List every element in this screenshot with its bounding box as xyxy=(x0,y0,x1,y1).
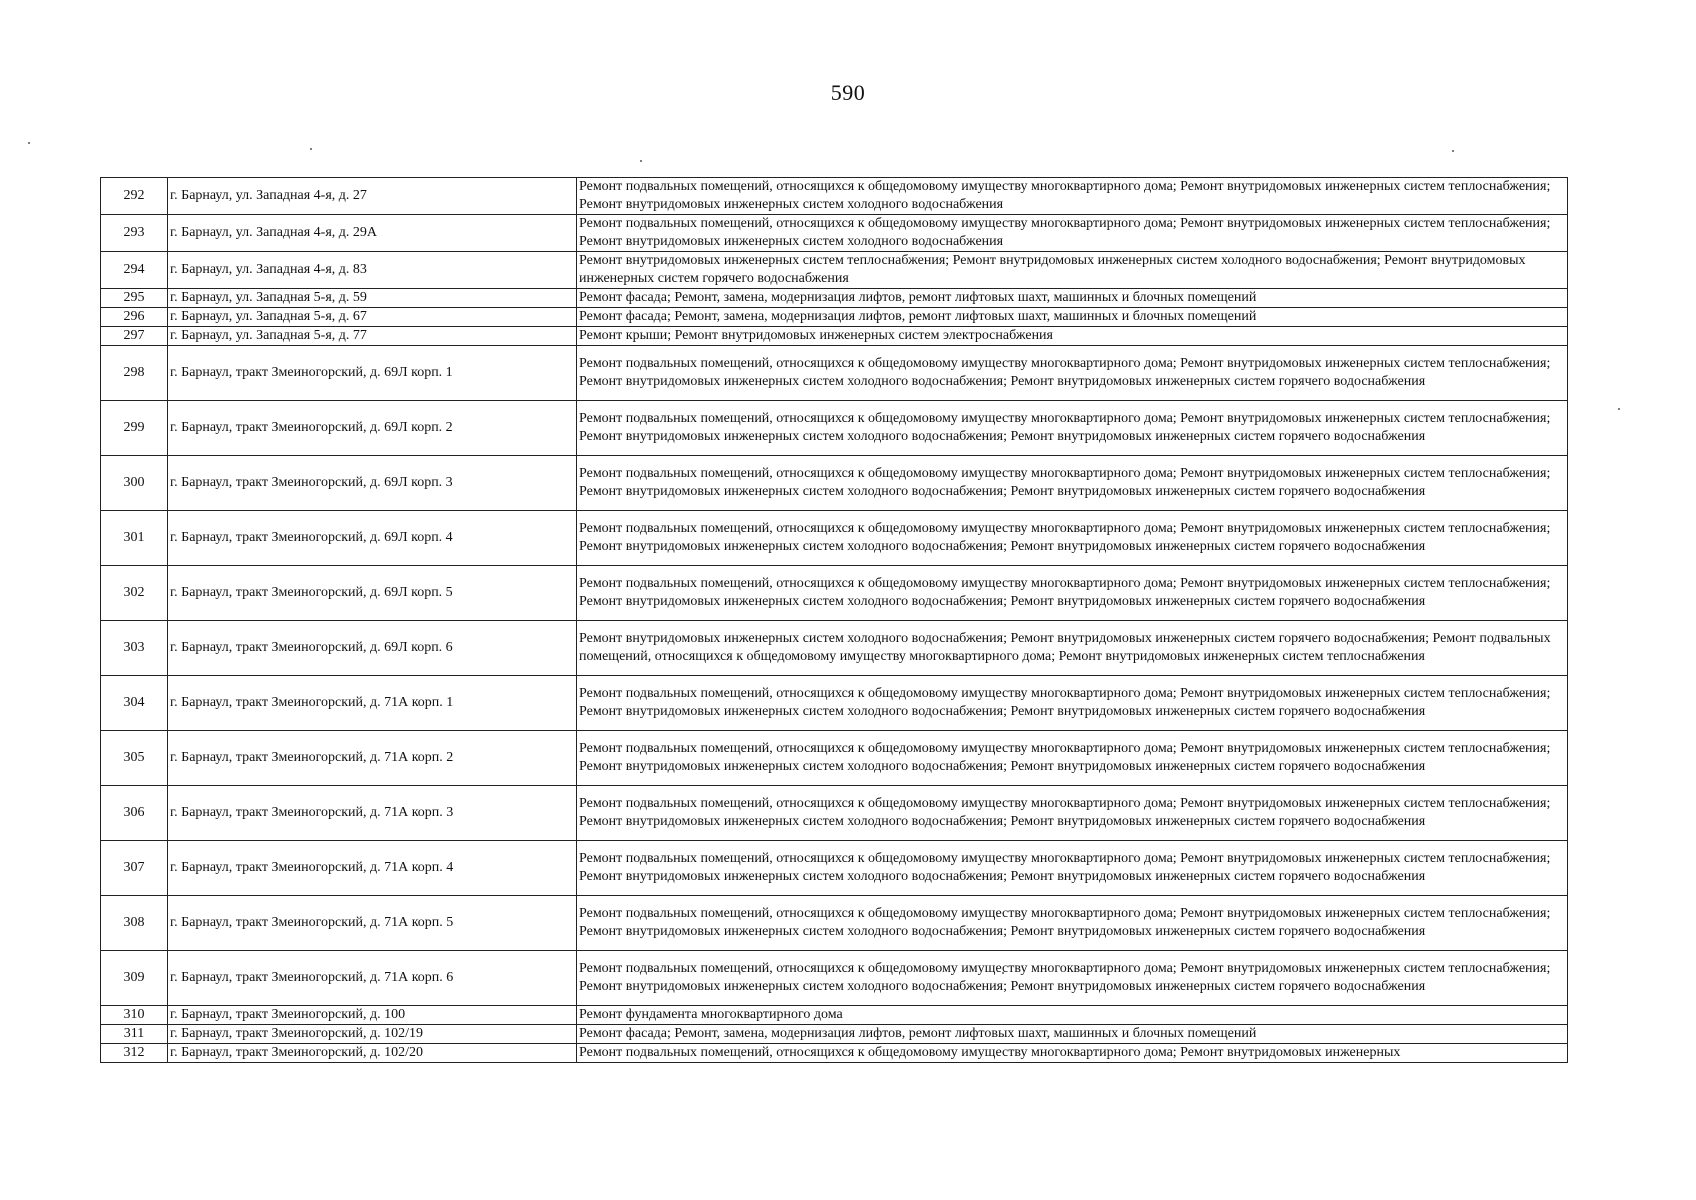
row-number-cell: 292 xyxy=(101,178,168,215)
address-cell: г. Барнаул, ул. Западная 5-я, д. 67 xyxy=(168,308,577,327)
works-cell: Ремонт подвальных помещений, относящихся к общедомовому имуществу многоквартирного дома; Ремонт внутридомовых инженерных систем теплоснабжения; Ремонт внутридомовых инженерных систем холодного водоснабжения; Ремонт внутридомовых инженерных систем горячего водоснабжения xyxy=(577,511,1568,566)
address-cell: г. Барнаул, тракт Змеиногорский, д. 100 xyxy=(168,1006,577,1025)
row-number-cell: 294 xyxy=(101,252,168,289)
row-number-cell: 300 xyxy=(101,456,168,511)
works-cell: Ремонт подвальных помещений, относящихся к общедомовому имуществу многоквартирного дома; Ремонт внутридомовых инженерных систем теплоснабжения; Ремонт внутридомовых инженерных систем холодного водоснабжения xyxy=(577,215,1568,252)
scan-speck xyxy=(28,142,30,144)
address-cell: г. Барнаул, тракт Змеиногорский, д. 71А корп. 3 xyxy=(168,786,577,841)
table-row xyxy=(101,346,1568,401)
works-cell: Ремонт подвальных помещений, относящихся к общедомовому имуществу многоквартирного дома; Ремонт внутридомовых инженерных систем теплоснабжения; Ремонт внутридомовых инженерных систем холодного водоснабжения; Ремонт внутридомовых инженерных систем горячего водоснабжения xyxy=(577,786,1568,841)
scan-speck xyxy=(1618,408,1620,410)
works-cell: Ремонт подвальных помещений, относящихся к общедомовому имуществу многоквартирного дома; Ремонт внутридомовых инженерных систем теплоснабжения; Ремонт внутридомовых инженерных систем холодного водоснабжения; Ремонт внутридомовых инженерных систем горячего водоснабжения xyxy=(577,951,1568,1006)
works-cell: Ремонт внутридомовых инженерных систем теплоснабжения; Ремонт внутридомовых инженерных систем холодного водоснабжения; Ремонт внутридомовых инженерных систем горячего водоснабжения xyxy=(577,252,1568,289)
address-cell: г. Барнаул, ул. Западная 4-я, д. 27 xyxy=(168,178,577,215)
row-number-cell: 293 xyxy=(101,215,168,252)
table-row xyxy=(101,511,1568,566)
row-number-cell: 299 xyxy=(101,401,168,456)
table-row xyxy=(101,308,1568,327)
row-number-cell: 297 xyxy=(101,327,168,346)
row-number-cell: 307 xyxy=(101,841,168,896)
table-row xyxy=(101,1006,1568,1025)
address-cell: г. Барнаул, тракт Змеиногорский, д. 69Л корп. 3 xyxy=(168,456,577,511)
row-number-cell: 295 xyxy=(101,289,168,308)
address-cell: г. Барнаул, ул. Западная 5-я, д. 59 xyxy=(168,289,577,308)
address-cell: г. Барнаул, тракт Змеиногорский, д. 71А корп. 6 xyxy=(168,951,577,1006)
table-row xyxy=(101,731,1568,786)
address-cell: г. Барнаул, тракт Змеиногорский, д. 69Л корп. 4 xyxy=(168,511,577,566)
table-row xyxy=(101,841,1568,896)
row-number-cell: 301 xyxy=(101,511,168,566)
address-cell: г. Барнаул, ул. Западная 5-я, д. 77 xyxy=(168,327,577,346)
works-cell: Ремонт подвальных помещений, относящихся к общедомовому имуществу многоквартирного дома; Ремонт внутридомовых инженерных систем теплоснабжения; Ремонт внутридомовых инженерных систем холодного водоснабжения; Ремонт внутридомовых инженерных систем горячего водоснабжения xyxy=(577,896,1568,951)
address-cell: г. Барнаул, ул. Западная 4-я, д. 83 xyxy=(168,252,577,289)
scan-speck xyxy=(1452,150,1454,152)
works-cell: Ремонт подвальных помещений, относящихся к общедомовому имуществу многоквартирного дома; Ремонт внутридомовых инженерных систем теплоснабжения; Ремонт внутридомовых инженерных систем холодного водоснабжения; Ремонт внутридомовых инженерных систем горячего водоснабжения xyxy=(577,676,1568,731)
works-cell: Ремонт подвальных помещений, относящихся к общедомовому имуществу многоквартирного дома; Ремонт внутридомовых инженерных систем теплоснабжения; Ремонт внутридомовых инженерных систем холодного водоснабжения; Ремонт внутридомовых инженерных систем горячего водоснабжения xyxy=(577,731,1568,786)
table-row xyxy=(101,951,1568,1006)
works-cell: Ремонт подвальных помещений, относящихся к общедомовому имуществу многоквартирного дома; Ремонт внутридомовых инженерных систем теплоснабжения; Ремонт внутридомовых инженерных систем холодного водоснабжения; Ремонт внутридомовых инженерных систем горячего водоснабжения xyxy=(577,841,1568,896)
row-number-cell: 304 xyxy=(101,676,168,731)
address-cell: г. Барнаул, тракт Змеиногорский, д. 71А корп. 5 xyxy=(168,896,577,951)
row-number-cell: 305 xyxy=(101,731,168,786)
table-row xyxy=(101,621,1568,676)
address-cell: г. Барнаул, тракт Змеиногорский, д. 69Л корп. 1 xyxy=(168,346,577,401)
table-row xyxy=(101,1044,1568,1063)
works-cell: Ремонт фундамента многоквартирного дома xyxy=(577,1006,1568,1025)
scan-speck xyxy=(310,148,312,150)
housing-repair-table xyxy=(100,177,1568,1063)
address-cell: г. Барнаул, тракт Змеиногорский, д. 102/20 xyxy=(168,1044,577,1063)
row-number-cell: 312 xyxy=(101,1044,168,1063)
table-row xyxy=(101,566,1568,621)
row-number-cell: 310 xyxy=(101,1006,168,1025)
table-row xyxy=(101,456,1568,511)
works-cell: Ремонт подвальных помещений, относящихся к общедомовому имуществу многоквартирного дома; Ремонт внутридомовых инженерных xyxy=(577,1044,1568,1063)
table-row xyxy=(101,1025,1568,1044)
works-cell: Ремонт фасада; Ремонт, замена, модернизация лифтов, ремонт лифтовых шахт, машинных и блочных помещений xyxy=(577,1025,1568,1044)
table-row xyxy=(101,786,1568,841)
works-cell: Ремонт подвальных помещений, относящихся к общедомовому имуществу многоквартирного дома; Ремонт внутридомовых инженерных систем теплоснабжения; Ремонт внутридомовых инженерных систем холодного водоснабжения; Ремонт внутридомовых инженерных систем горячего водоснабжения xyxy=(577,456,1568,511)
table-row xyxy=(101,178,1568,215)
scan-speck xyxy=(640,160,642,162)
works-cell: Ремонт подвальных помещений, относящихся к общедомовому имуществу многоквартирного дома; Ремонт внутридомовых инженерных систем теплоснабжения; Ремонт внутридомовых инженерных систем холодного водоснабжения; Ремонт внутридомовых инженерных систем горячего водоснабжения xyxy=(577,346,1568,401)
address-cell: г. Барнаул, тракт Змеиногорский, д. 69Л корп. 5 xyxy=(168,566,577,621)
address-cell: г. Барнаул, тракт Змеиногорский, д. 69Л корп. 6 xyxy=(168,621,577,676)
table-row xyxy=(101,289,1568,308)
table-row xyxy=(101,327,1568,346)
row-number-cell: 306 xyxy=(101,786,168,841)
table-row xyxy=(101,401,1568,456)
row-number-cell: 302 xyxy=(101,566,168,621)
works-cell: Ремонт внутридомовых инженерных систем холодного водоснабжения; Ремонт внутридомовых инженерных систем горячего водоснабжения; Ремонт подвальных помещений, относящихся к общедомовому имуществу многоквартирного дома; Ремонт внутридомовых инженерных систем теплоснабжения xyxy=(577,621,1568,676)
row-number-cell: 296 xyxy=(101,308,168,327)
works-cell: Ремонт подвальных помещений, относящихся к общедомовому имуществу многоквартирного дома; Ремонт внутридомовых инженерных систем теплоснабжения; Ремонт внутридомовых инженерных систем холодного водоснабжения xyxy=(577,178,1568,215)
table-row xyxy=(101,252,1568,289)
page-number: 590 xyxy=(830,80,866,105)
works-cell: Ремонт подвальных помещений, относящихся к общедомовому имуществу многоквартирного дома; Ремонт внутридомовых инженерных систем теплоснабжения; Ремонт внутридомовых инженерных систем холодного водоснабжения; Ремонт внутридомовых инженерных систем горячего водоснабжения xyxy=(577,566,1568,621)
address-cell: г. Барнаул, ул. Западная 4-я, д. 29А xyxy=(168,215,577,252)
table-body xyxy=(101,178,1568,1063)
address-cell: г. Барнаул, тракт Змеиногорский, д. 71А корп. 1 xyxy=(168,676,577,731)
table-row xyxy=(101,215,1568,252)
works-cell: Ремонт фасада; Ремонт, замена, модернизация лифтов, ремонт лифтовых шахт, машинных и блочных помещений xyxy=(577,289,1568,308)
works-cell: Ремонт крыши; Ремонт внутридомовых инженерных систем электроснабжения xyxy=(577,327,1568,346)
table-row xyxy=(101,896,1568,951)
address-cell: г. Барнаул, тракт Змеиногорский, д. 69Л корп. 2 xyxy=(168,401,577,456)
row-number-cell: 311 xyxy=(101,1025,168,1044)
row-number-cell: 308 xyxy=(101,896,168,951)
row-number-cell: 298 xyxy=(101,346,168,401)
works-cell: Ремонт подвальных помещений, относящихся к общедомовому имуществу многоквартирного дома; Ремонт внутридомовых инженерных систем теплоснабжения; Ремонт внутридомовых инженерных систем холодного водоснабжения; Ремонт внутридомовых инженерных систем горячего водоснабжения xyxy=(577,401,1568,456)
address-cell: г. Барнаул, тракт Змеиногорский, д. 71А корп. 2 xyxy=(168,731,577,786)
works-cell: Ремонт фасада; Ремонт, замена, модернизация лифтов, ремонт лифтовых шахт, машинных и блочных помещений xyxy=(577,308,1568,327)
address-cell: г. Барнаул, тракт Змеиногорский, д. 71А корп. 4 xyxy=(168,841,577,896)
row-number-cell: 309 xyxy=(101,951,168,1006)
address-cell: г. Барнаул, тракт Змеиногорский, д. 102/19 xyxy=(168,1025,577,1044)
row-number-cell: 303 xyxy=(101,621,168,676)
table-row xyxy=(101,676,1568,731)
